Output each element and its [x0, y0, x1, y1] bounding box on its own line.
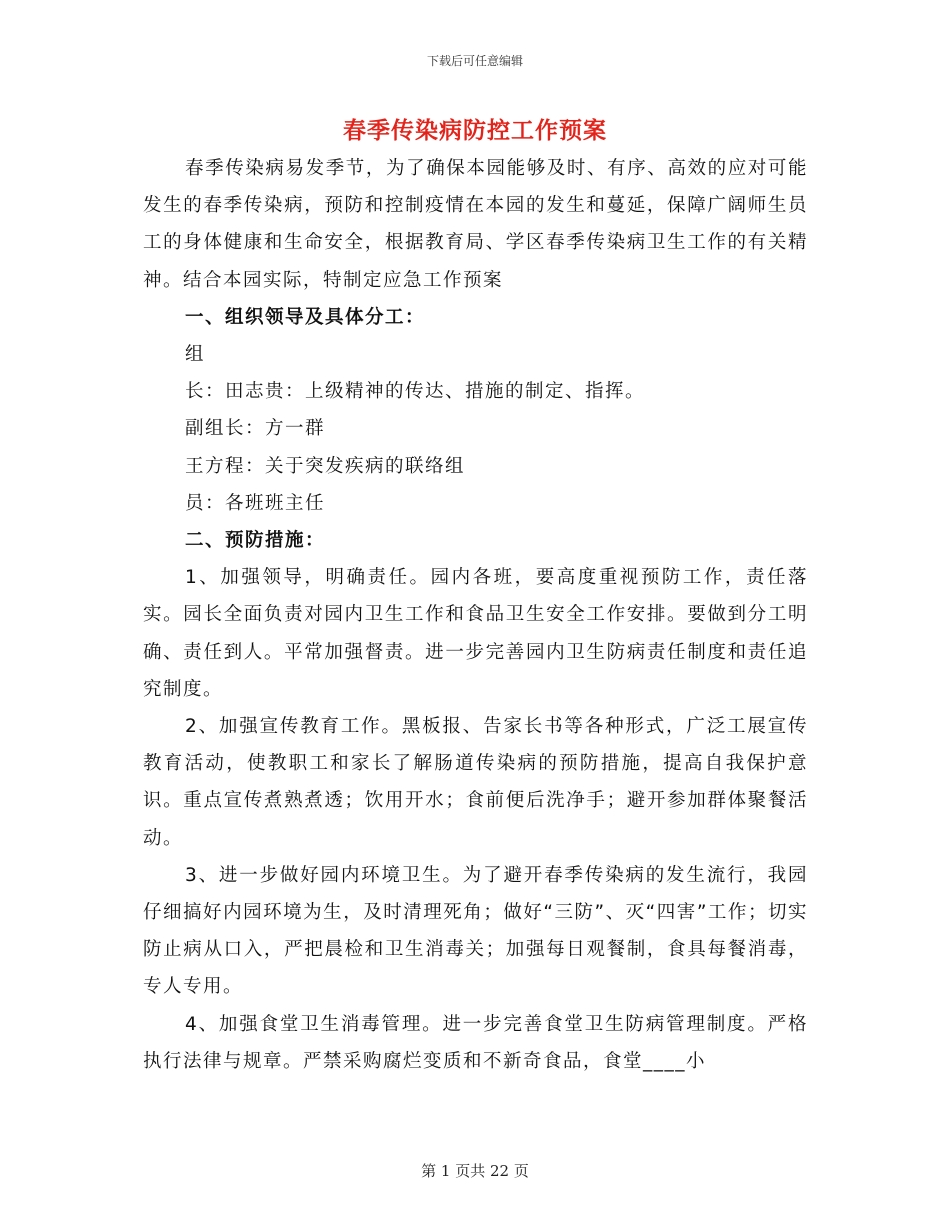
section-1-line: 员：各班班主任 [185, 492, 326, 514]
section-2-paragraph: 1、加强领导，明确责任。园内各班，要高度重视预防工作，责任落实。园长全面负责对园内卫生工作和食品卫生安全工作安排。要做到分工明确、责任到人。平常加强督责。进一步完善园内卫生防病责任制度和责任追究制度。 [143, 567, 808, 700]
section-1-line: 组 [185, 344, 206, 366]
section-1-line: 长：田志贵：上级精神的传达、措施的制定、指挥。 [185, 381, 646, 403]
section-2-paragraph: 4、加强食堂卫生消毒管理。进一步完善食堂卫生防病管理制度。严格执行法律与规章。严禁采购腐烂变质和不新奇食品，食堂____小 [143, 1013, 808, 1072]
section-1-line: 王方程：关于突发疾病的联络组 [185, 455, 466, 477]
document-title: 春季传染病防控工作预案 [343, 117, 607, 144]
section-2-heading: 二、预防措施： [185, 530, 326, 552]
section-1-line: 副组长：方一群 [185, 418, 326, 440]
section-2-paragraph: 2、加强宣传教育工作。黑板报、告家长书等各种形式，广泛工展宣传教育活动，使教职工和家长了解肠道传染病的预防措施，提高自我保护意识。重点宣传煮熟煮透；饮用开水；食前便后洗净手；避开参加群体聚餐活动。 [143, 716, 808, 849]
section-2-paragraph: 3、进一步做好园内环境卫生。为了避开春季传染病的发生流行，我园仔细搞好内园环境为生，及时清理死角；做好“三防”、灭“四害”工作；切实防止病从口入，严把晨检和卫生消毒关；加强每日观餐制，食具每餐消毒，专人专用。 [143, 864, 808, 998]
section-1-heading: 一、组织领导及具体分工： [185, 306, 426, 328]
page-number: 第 1 页共 22 页 [421, 1162, 529, 1180]
document-body [143, 150, 808, 1080]
page-header: 下载后可任意编辑 [426, 54, 523, 68]
intro-paragraph: 春季传染病易发季节，为了确保本园能够及时、有序、高效的应对可能发生的春季传染病，预防和控制疫情在本园的发生和蔓延，保障广阔师生员工的身体健康和生命安全，根据教育局、学区春季传染病卫生工作的有关精神。结合本园实际，特制定应急工作预案 [143, 158, 808, 291]
